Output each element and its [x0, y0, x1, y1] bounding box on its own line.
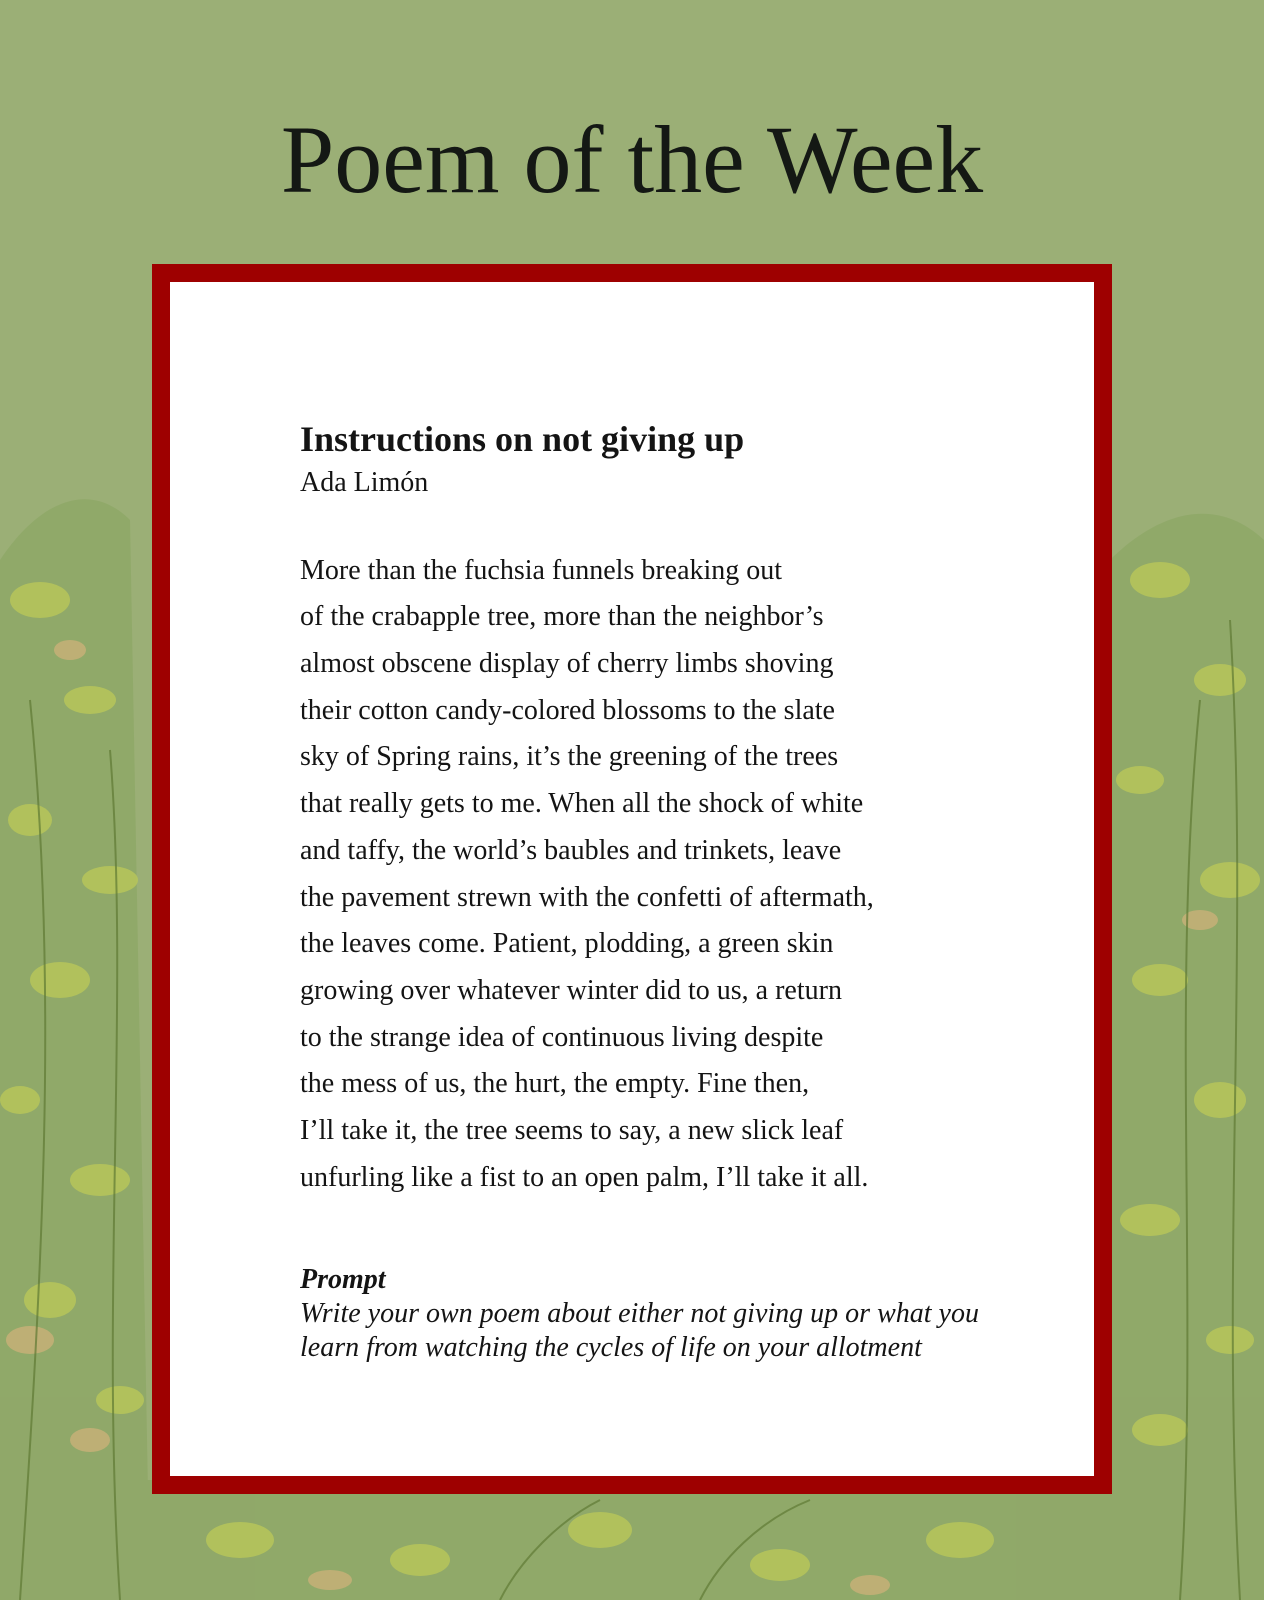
poem-line: growing over whatever winter did to us, a return: [300, 974, 842, 1006]
poem-line: the mess of us, the hurt, the empty. Fine then,: [300, 1068, 810, 1100]
prompt-section: [300, 1263, 1020, 1365]
prompt-heading: Prompt: [300, 1264, 386, 1296]
poem-line: More than the fuchsia funnels breaking out: [300, 554, 783, 586]
page-title: Poem of the Week: [280, 106, 984, 213]
poem-card: [152, 264, 1112, 1494]
poem-line: the leaves come. Patient, plodding, a green skin: [300, 928, 834, 960]
poem-line: their cotton candy-colored blossoms to the slate: [300, 694, 835, 726]
prompt-text-line: Write your own poem about either not giving up or what you: [300, 1298, 979, 1330]
poem-line: I’ll take it, the tree seems to say, a new slick leaf: [300, 1115, 844, 1147]
poem-line: that really gets to me. When all the shock of white: [300, 788, 864, 820]
poem-author: Ada Limón: [300, 467, 429, 499]
prompt-text-line: learn from watching the cycles of life on your allotment: [300, 1332, 922, 1364]
poem-line: unfurling like a fist to an open palm, I’ll take it all.: [300, 1161, 869, 1193]
poem-body: [300, 548, 1020, 1202]
poem-line: to the strange idea of continuous living despite: [300, 1021, 824, 1053]
poem-line: almost obscene display of cherry limbs shoving: [300, 647, 834, 679]
poem-title: Instructions on not giving up: [300, 419, 745, 459]
poem-line: sky of Spring rains, it’s the greening of the trees: [300, 741, 839, 773]
poem-line: the pavement strewn with the confetti of aftermath,: [300, 881, 874, 913]
poem-content: [300, 418, 1020, 1365]
poem-line: and taffy, the world’s baubles and trinkets, leave: [300, 834, 842, 866]
poem-line: of the crabapple tree, more than the neighbor’s: [300, 601, 824, 633]
